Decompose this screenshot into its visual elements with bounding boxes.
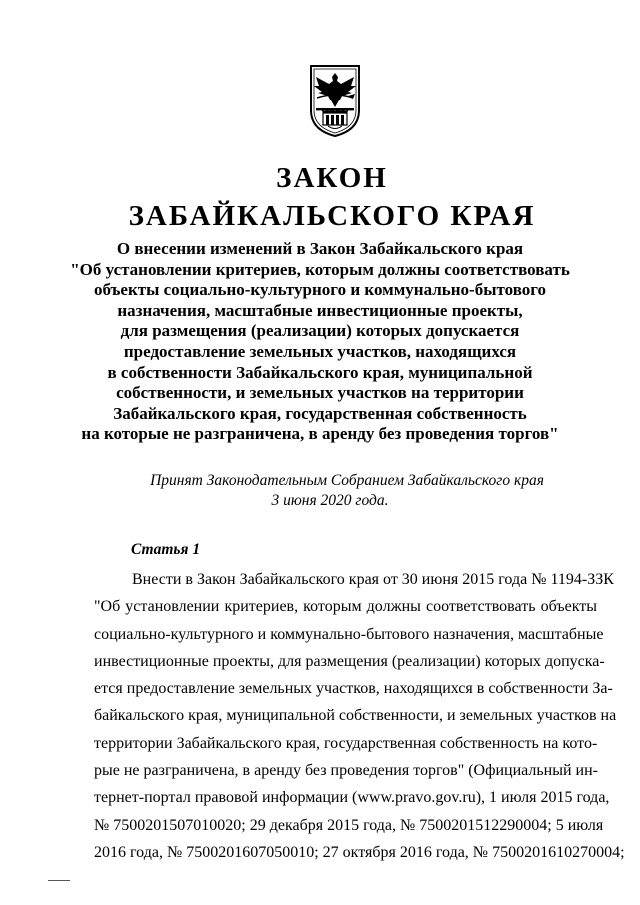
article-body: [94, 566, 625, 866]
subject-line: для размещения (реализации) которых допускается: [120, 321, 520, 341]
body-line: 2016 года, № 7500201607050010; 27 октября 2016 года, № 7500201610270004;: [94, 843, 625, 861]
subject-line: на которые не разграничена, в аренду без проведения торгов": [81, 424, 559, 444]
issuer-title: ЗАБАЙКАЛЬСКОГО КРАЯ: [128, 200, 536, 232]
coat-of-arms-icon: [308, 64, 362, 138]
body-line: социально-культурного и коммунально-бытового назначения, масштабные: [94, 625, 604, 643]
subject-line: О внесении изменений в Закон Забайкальского края: [116, 239, 524, 258]
adoption-date: 3 июня 2020 года.: [271, 492, 389, 509]
subject-line: объекты социально-культурного и коммунально-бытового: [93, 280, 547, 300]
body-line: Внести в Закон Забайкальского края от 30 июня 2015 года № 1194-ЗЗК: [132, 571, 614, 588]
subject-line: назначения, масштабные инвестиционные проекты,: [117, 300, 523, 320]
body-line: № 7500201507010020; 29 декабря 2015 года, № 7500201512290004; 5 июля: [94, 816, 604, 834]
law-subject-heading: [0, 239, 640, 445]
subject-line: Забайкальского края, государственная собственность: [113, 403, 527, 423]
body-line: территории Забайкальского края, государственная собственность на кото-: [94, 734, 598, 752]
adoption-body: Принят Законодательным Собранием Забайкальского края: [150, 472, 544, 489]
body-line: тернет-портал правовой информации (www.pravo.gov.ru), 1 июля 2015 года,: [94, 789, 610, 807]
body-line: инвестиционные проекты, для размещения (реализации) которых допуска-: [94, 652, 605, 670]
subject-line: предоставление земельных участков, находящихся: [123, 341, 517, 361]
body-line: байкальского края, муниципальной собственности, и земельных участков на: [94, 707, 617, 725]
body-line: "Об установлении критериев, которым должны соответствовать объекты: [94, 598, 597, 616]
subject-line: в собственности Забайкальского края, муниципальной: [107, 362, 533, 382]
subject-line: собственности, и земельных участков на территории: [116, 383, 524, 403]
document-type-title: ЗАКОН: [276, 162, 388, 194]
article-heading: Статья 1: [131, 541, 201, 558]
body-line: ется предоставление земельных участков, находящихся в собственности За-: [94, 680, 613, 698]
adoption-note: [0, 471, 640, 511]
page-edge-mark: [48, 880, 70, 881]
body-line: рые не разграничена, в аренду без проведения торгов" (Официальный ин-: [94, 762, 599, 780]
subject-line: "Об установлении критериев, которым должны соответствовать: [70, 259, 570, 279]
